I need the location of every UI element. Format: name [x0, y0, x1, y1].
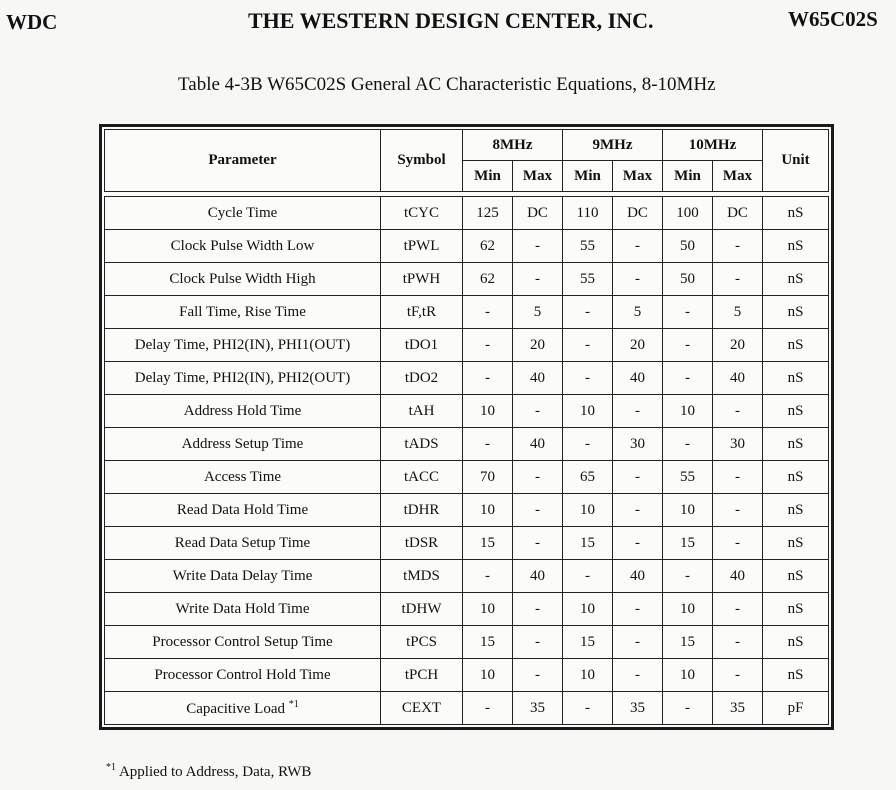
column-header-max: Max	[513, 161, 563, 192]
value-cell-10mhz-min: -	[663, 362, 713, 395]
symbol-cell: tDHR	[381, 494, 463, 527]
parameter-cell	[105, 560, 381, 593]
value-cell-8mhz-max: -	[513, 593, 563, 626]
page-header	[0, 6, 896, 36]
value-cell-10mhz-max: -	[713, 395, 763, 428]
value-cell-10mhz-max: -	[713, 659, 763, 692]
value-cell-8mhz-max: -	[513, 230, 563, 263]
column-header-unit: Unit	[763, 130, 829, 192]
value-cell-9mhz-min: 110	[563, 197, 613, 230]
value-cell-8mhz-max: -	[513, 395, 563, 428]
value-cell-10mhz-max: 35	[713, 692, 763, 725]
table-row	[105, 296, 829, 329]
parameter-label: Delay Time, PHI2(IN), PHI2(OUT)	[134, 369, 351, 386]
table-row	[105, 560, 829, 593]
symbol-cell: tADS	[381, 428, 463, 461]
table-body	[105, 192, 829, 725]
value-cell-8mhz-min: -	[463, 560, 513, 593]
parameter-label: Delay Time, PHI2(IN), PHI1(OUT)	[134, 336, 351, 353]
value-cell-9mhz-max: 5	[613, 296, 663, 329]
value-cell-10mhz-min: 10	[663, 659, 713, 692]
value-cell-9mhz-min: 10	[563, 593, 613, 626]
symbol-cell: tPCH	[381, 659, 463, 692]
column-header-10mhz: 10MHz	[663, 130, 763, 161]
parameter-label: Address Hold Time	[183, 402, 302, 419]
value-cell-8mhz-max: 40	[513, 428, 563, 461]
unit-cell: nS	[763, 329, 829, 362]
parameter-label: Access Time	[203, 468, 282, 485]
value-cell-10mhz-min: -	[663, 692, 713, 725]
value-cell-10mhz-max: 30	[713, 428, 763, 461]
value-cell-9mhz-max: 40	[613, 560, 663, 593]
table-row	[105, 197, 829, 230]
value-cell-9mhz-min: 15	[563, 527, 613, 560]
table-row	[105, 263, 829, 296]
column-header-symbol: Symbol	[381, 130, 463, 192]
value-cell-9mhz-min: 10	[563, 395, 613, 428]
value-cell-8mhz-min: -	[463, 692, 513, 725]
parameter-cell	[105, 461, 381, 494]
value-cell-10mhz-max: DC	[713, 197, 763, 230]
table-row	[105, 230, 829, 263]
value-cell-9mhz-max: -	[613, 230, 663, 263]
column-header-parameter: Parameter	[105, 130, 381, 192]
table-row	[105, 626, 829, 659]
parameter-cell	[105, 329, 381, 362]
value-cell-8mhz-min: 10	[463, 395, 513, 428]
parameter-label: Cycle Time	[207, 204, 278, 221]
value-cell-8mhz-min: -	[463, 362, 513, 395]
symbol-cell: CEXT	[381, 692, 463, 725]
value-cell-8mhz-min: 62	[463, 263, 513, 296]
footnote-reference: *1	[288, 698, 299, 710]
value-cell-9mhz-min: -	[563, 428, 613, 461]
table-row	[105, 461, 829, 494]
value-cell-10mhz-min: 100	[663, 197, 713, 230]
value-cell-10mhz-min: 10	[663, 593, 713, 626]
value-cell-8mhz-max: -	[513, 263, 563, 296]
value-cell-9mhz-max: 35	[613, 692, 663, 725]
symbol-cell: tDSR	[381, 527, 463, 560]
value-cell-8mhz-min: 15	[463, 527, 513, 560]
unit-cell: nS	[763, 197, 829, 230]
unit-cell: nS	[763, 626, 829, 659]
value-cell-10mhz-min: -	[663, 560, 713, 593]
parameter-label: Address Setup Time	[181, 435, 304, 452]
value-cell-9mhz-min: 55	[563, 263, 613, 296]
value-cell-10mhz-max: -	[713, 494, 763, 527]
value-cell-10mhz-min: 10	[663, 395, 713, 428]
parameter-cell	[105, 197, 381, 230]
part-number: W65C02S	[788, 7, 878, 31]
value-cell-10mhz-min: 10	[663, 494, 713, 527]
unit-cell: nS	[763, 461, 829, 494]
value-cell-8mhz-min: 70	[463, 461, 513, 494]
ac-characteristics-table-frame	[99, 124, 834, 730]
column-header-9mhz: 9MHz	[563, 130, 663, 161]
parameter-label: Write Data Delay Time	[172, 567, 313, 584]
table-row	[105, 527, 829, 560]
value-cell-10mhz-min: 50	[663, 230, 713, 263]
value-cell-8mhz-max: 20	[513, 329, 563, 362]
value-cell-10mhz-min: -	[663, 428, 713, 461]
value-cell-9mhz-max: -	[613, 593, 663, 626]
unit-cell: nS	[763, 230, 829, 263]
unit-cell: nS	[763, 362, 829, 395]
symbol-cell: tAH	[381, 395, 463, 428]
value-cell-10mhz-min: -	[663, 329, 713, 362]
parameter-label: Clock Pulse Width Low	[170, 237, 315, 254]
footnote-mark: *1	[106, 762, 116, 773]
value-cell-9mhz-max: 40	[613, 362, 663, 395]
symbol-cell: tPWL	[381, 230, 463, 263]
value-cell-9mhz-max: DC	[613, 197, 663, 230]
parameter-cell	[105, 362, 381, 395]
unit-cell: nS	[763, 296, 829, 329]
unit-cell: nS	[763, 560, 829, 593]
value-cell-10mhz-min: 15	[663, 527, 713, 560]
symbol-cell: tPCS	[381, 626, 463, 659]
value-cell-8mhz-min: 62	[463, 230, 513, 263]
value-cell-8mhz-min: -	[463, 296, 513, 329]
column-header-max: Max	[713, 161, 763, 192]
value-cell-8mhz-min: 10	[463, 593, 513, 626]
value-cell-10mhz-min: 55	[663, 461, 713, 494]
value-cell-9mhz-min: 15	[563, 626, 613, 659]
value-cell-10mhz-max: -	[713, 527, 763, 560]
symbol-cell: tPWH	[381, 263, 463, 296]
table-row	[105, 362, 829, 395]
value-cell-9mhz-max: 20	[613, 329, 663, 362]
table-row	[105, 692, 829, 725]
value-cell-8mhz-max: -	[513, 626, 563, 659]
value-cell-8mhz-max: 40	[513, 362, 563, 395]
unit-cell: nS	[763, 527, 829, 560]
unit-cell: nS	[763, 659, 829, 692]
parameter-label: Fall Time, Rise Time	[179, 303, 306, 320]
table-row	[105, 494, 829, 527]
parameter-label: Write Data Hold Time	[175, 600, 310, 617]
parameter-cell	[105, 659, 381, 692]
value-cell-9mhz-min: -	[563, 362, 613, 395]
value-cell-9mhz-min: 65	[563, 461, 613, 494]
footnote-text: Applied to Address, Data, RWB	[118, 764, 312, 780]
unit-cell: nS	[763, 263, 829, 296]
symbol-cell: tDO2	[381, 362, 463, 395]
value-cell-8mhz-min: 10	[463, 659, 513, 692]
parameter-cell	[105, 494, 381, 527]
parameter-label: Read Data Setup Time	[174, 534, 311, 551]
table-title: Table 4-3B W65C02S General AC Characteristic Equations, 8-10MHz	[178, 74, 716, 95]
parameter-label: Processor Control Setup Time	[152, 633, 333, 650]
value-cell-8mhz-max: -	[513, 527, 563, 560]
value-cell-10mhz-max: 20	[713, 329, 763, 362]
table-row	[105, 395, 829, 428]
value-cell-8mhz-max: 35	[513, 692, 563, 725]
value-cell-10mhz-max: 40	[713, 362, 763, 395]
footnote	[106, 762, 311, 781]
value-cell-9mhz-min: -	[563, 560, 613, 593]
company-abbreviation: WDC	[6, 10, 58, 34]
parameter-label: Capacitive Load	[186, 700, 285, 717]
table-row	[105, 428, 829, 461]
parameter-cell	[105, 230, 381, 263]
column-header-min: Min	[663, 161, 713, 192]
value-cell-8mhz-max: -	[513, 659, 563, 692]
value-cell-8mhz-min: -	[463, 428, 513, 461]
value-cell-8mhz-max: -	[513, 461, 563, 494]
value-cell-8mhz-max: DC	[513, 197, 563, 230]
parameter-label: Read Data Hold Time	[176, 501, 309, 518]
value-cell-10mhz-max: 5	[713, 296, 763, 329]
symbol-cell: tCYC	[381, 197, 463, 230]
value-cell-10mhz-min: -	[663, 296, 713, 329]
value-cell-9mhz-max: -	[613, 527, 663, 560]
parameter-label: Processor Control Hold Time	[154, 666, 331, 683]
unit-cell: nS	[763, 593, 829, 626]
value-cell-9mhz-min: 10	[563, 494, 613, 527]
value-cell-8mhz-min: 125	[463, 197, 513, 230]
parameter-cell	[105, 395, 381, 428]
value-cell-9mhz-min: -	[563, 692, 613, 725]
value-cell-9mhz-max: -	[613, 659, 663, 692]
parameter-cell	[105, 527, 381, 560]
value-cell-9mhz-max: -	[613, 626, 663, 659]
table-row	[105, 659, 829, 692]
column-header-8mhz: 8MHz	[463, 130, 563, 161]
parameter-cell	[105, 626, 381, 659]
parameter-cell	[105, 593, 381, 626]
value-cell-9mhz-max: 30	[613, 428, 663, 461]
value-cell-9mhz-max: -	[613, 263, 663, 296]
value-cell-9mhz-min: 55	[563, 230, 613, 263]
table-row	[105, 329, 829, 362]
value-cell-8mhz-max: 40	[513, 560, 563, 593]
value-cell-9mhz-min: -	[563, 296, 613, 329]
value-cell-10mhz-max: -	[713, 626, 763, 659]
column-header-max: Max	[613, 161, 663, 192]
parameter-cell	[105, 692, 381, 725]
value-cell-8mhz-min: 10	[463, 494, 513, 527]
symbol-cell: tDHW	[381, 593, 463, 626]
table-row	[105, 593, 829, 626]
column-header-min: Min	[463, 161, 513, 192]
value-cell-9mhz-max: -	[613, 461, 663, 494]
value-cell-10mhz-max: -	[713, 593, 763, 626]
value-cell-9mhz-min: -	[563, 329, 613, 362]
value-cell-9mhz-max: -	[613, 395, 663, 428]
parameter-cell	[105, 428, 381, 461]
value-cell-9mhz-max: -	[613, 494, 663, 527]
symbol-cell: tMDS	[381, 560, 463, 593]
value-cell-10mhz-min: 15	[663, 626, 713, 659]
value-cell-10mhz-max: -	[713, 263, 763, 296]
column-header-min: Min	[563, 161, 613, 192]
company-name: THE WESTERN DESIGN CENTER, INC.	[248, 8, 654, 33]
value-cell-8mhz-max: -	[513, 494, 563, 527]
unit-cell: nS	[763, 428, 829, 461]
value-cell-8mhz-min: -	[463, 329, 513, 362]
parameter-cell	[105, 296, 381, 329]
value-cell-8mhz-min: 15	[463, 626, 513, 659]
symbol-cell: tF,tR	[381, 296, 463, 329]
value-cell-10mhz-max: 40	[713, 560, 763, 593]
symbol-cell: tACC	[381, 461, 463, 494]
value-cell-10mhz-min: 50	[663, 263, 713, 296]
value-cell-9mhz-min: 10	[563, 659, 613, 692]
symbol-cell: tDO1	[381, 329, 463, 362]
value-cell-8mhz-max: 5	[513, 296, 563, 329]
value-cell-10mhz-max: -	[713, 461, 763, 494]
value-cell-10mhz-max: -	[713, 230, 763, 263]
unit-cell: pF	[763, 692, 829, 725]
parameter-label: Clock Pulse Width High	[169, 270, 316, 287]
unit-cell: nS	[763, 395, 829, 428]
unit-cell: nS	[763, 494, 829, 527]
parameter-cell	[105, 263, 381, 296]
ac-characteristics-table	[104, 129, 829, 725]
